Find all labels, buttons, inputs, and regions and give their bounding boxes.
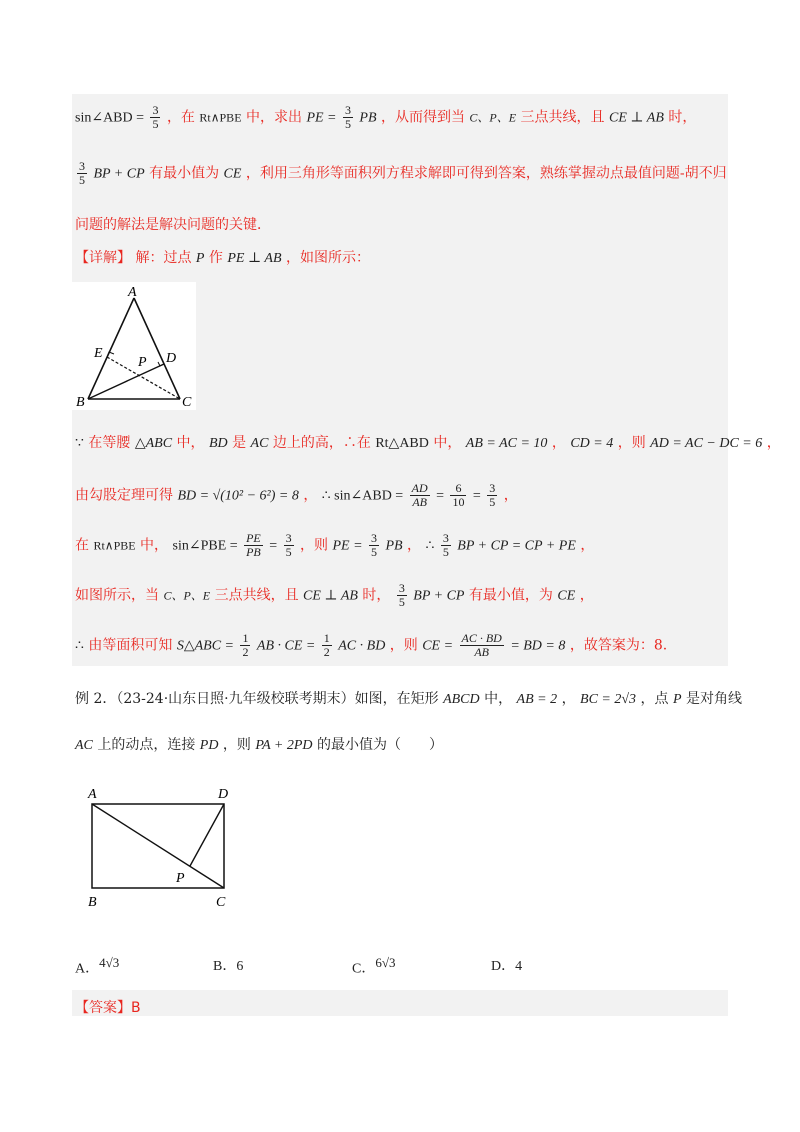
text: ，从而得到当: [380, 109, 465, 126]
fraction-denominator: AB: [412, 495, 427, 509]
option-value: 6: [236, 959, 244, 974]
math: PE =: [332, 538, 363, 554]
text: 中，: [433, 435, 462, 451]
label-p: P: [138, 355, 147, 370]
label-d: D: [166, 351, 177, 366]
answer-line: [75, 997, 141, 1017]
text: ，则: [617, 435, 646, 451]
math: P: [672, 692, 682, 707]
math: PB: [359, 110, 377, 126]
text: 的最小值为（ ）: [316, 737, 443, 753]
text: ，点: [640, 691, 669, 707]
text: 中，: [140, 537, 169, 554]
math: BP + CP = CP + PE: [457, 538, 576, 554]
fraction-numerator: 3: [489, 481, 496, 495]
fraction-numerator: 3: [285, 531, 292, 545]
text: ，: [579, 587, 594, 604]
math: △ABC: [134, 436, 173, 451]
math: CE: [223, 166, 242, 182]
text: 由勾股定理可得: [75, 487, 173, 504]
text: ，如图所示：: [285, 250, 370, 266]
text: ，: [503, 487, 518, 504]
text: 时，: [362, 587, 391, 604]
math: S△ABC =: [176, 638, 234, 654]
fraction-denominator: 10: [452, 495, 465, 509]
math: AB · CE =: [256, 638, 316, 654]
text: ，利用三角形等面积列方程求解即可得到答案，熟练掌握动点最值问题-胡不归: [245, 165, 727, 182]
fraction: [369, 532, 379, 559]
text: 有最小值，为: [468, 587, 553, 604]
text: ，则: [222, 737, 251, 753]
label-a: A: [88, 787, 97, 802]
solution-line-6: 由勾股定理可得 BD = √(10² − 6²) = 8 ， ∴ sin∠ABD = $\frac{AD}{AB}$ = $\frac{6}{10}$ = $\frac{3}{5}$ ，: [75, 481, 518, 509]
math: AB = AC = 10: [465, 436, 548, 451]
text: 在: [75, 537, 89, 554]
fraction: [487, 482, 497, 509]
math: = BD = 8: [510, 638, 566, 654]
option-letter: B．: [213, 959, 237, 974]
solution-line-8: [75, 582, 594, 609]
option-letter: A．: [75, 961, 100, 977]
fraction-numerator: AD: [411, 481, 428, 495]
fraction-denominator: PB: [246, 545, 261, 559]
example-line-2: [75, 734, 443, 754]
text: 时，: [668, 109, 697, 126]
text: ，则: [389, 637, 418, 654]
text: 中，: [484, 691, 513, 707]
option-letter: D．: [491, 959, 516, 974]
because-symbol: ∵: [75, 436, 84, 451]
text: 三点共线，且: [214, 587, 299, 604]
solution-line-2: [75, 160, 727, 187]
text: ，: [766, 435, 781, 451]
fraction: [441, 532, 451, 559]
fraction-numerator: AC · BD: [461, 631, 502, 645]
math: BC = 2√3: [580, 692, 637, 707]
math: CE ⊥ AB: [303, 588, 358, 604]
fraction: [240, 632, 250, 659]
option-value: 4: [515, 959, 523, 974]
label-b: B: [88, 895, 97, 910]
option-d[interactable]: [491, 955, 522, 975]
math: Rt∧PBE: [93, 538, 136, 553]
text: ，: [580, 537, 595, 554]
fraction-numerator: 3: [152, 103, 159, 117]
text: 是: [232, 435, 247, 451]
fraction: [322, 632, 332, 659]
answer-value: B: [131, 1000, 141, 1016]
text: 作: [208, 250, 223, 266]
option-a[interactable]: [75, 955, 119, 978]
text: ，: [407, 537, 422, 554]
math: ∴: [425, 538, 435, 554]
fraction-denominator: 5: [442, 545, 449, 559]
diagonal-ac: [92, 804, 224, 888]
label-a: A: [128, 285, 137, 300]
math: AC: [250, 436, 269, 451]
example-line-1: [75, 688, 742, 708]
math: AD = AC − DC = 6: [650, 436, 763, 451]
fraction-numerator: 3: [344, 103, 351, 117]
text: 解：过点: [135, 250, 192, 266]
math: CE ⊥ AB: [609, 110, 664, 126]
option-value: 6√3: [375, 955, 396, 970]
fraction-denominator: 5: [152, 117, 159, 131]
text: 如图所示，当: [75, 587, 159, 604]
fraction: [150, 104, 160, 131]
solution-line-1: [75, 104, 696, 131]
detail-line: [75, 247, 370, 267]
math: CE: [557, 588, 576, 604]
fraction-denominator: 5: [489, 495, 496, 509]
label-p: P: [176, 871, 185, 886]
solution-line-3: 问题的解法是解决问题的关键．: [75, 217, 271, 233]
label-c: C: [182, 395, 192, 410]
math: PB: [385, 538, 403, 554]
math: Rt△ABD: [375, 436, 429, 451]
fraction-denominator: 2: [323, 645, 330, 659]
answer-label: 【答案】: [75, 1000, 131, 1016]
fraction-denominator: 2: [242, 645, 249, 659]
math: ∴: [75, 638, 84, 654]
fraction: [460, 632, 504, 659]
math: BP + CP: [413, 588, 465, 604]
solution-line-5: [75, 432, 781, 452]
fraction: [397, 582, 407, 609]
fraction-denominator: 5: [79, 173, 85, 187]
rectangle-figure: [78, 780, 248, 912]
fraction: [450, 482, 466, 509]
text: ，故答案为：8.: [569, 637, 668, 654]
text: 有最小值为: [149, 165, 220, 182]
fraction: [343, 104, 353, 131]
fraction-numerator: 3: [398, 581, 405, 595]
sin-expression: sin∠ABD =: [75, 110, 145, 126]
math: AC: [75, 738, 93, 753]
label-b: B: [76, 395, 85, 410]
text: ，: [561, 691, 576, 707]
detail-label: 【详解】: [75, 250, 131, 266]
math: sin∠PBE =: [172, 538, 238, 554]
fraction: [77, 160, 87, 187]
math: CD = 4: [570, 436, 614, 451]
math: C、P、E: [469, 110, 517, 125]
text: 在等腰: [88, 435, 131, 451]
fraction-denominator: 5: [371, 545, 377, 559]
answer-background: [72, 990, 728, 1016]
label-e: E: [94, 346, 103, 361]
fraction: [410, 482, 430, 509]
text: 三点共线，且: [520, 109, 605, 126]
math: AC · BD: [338, 638, 386, 654]
fraction: [284, 532, 294, 559]
fraction-numerator: 3: [371, 531, 377, 545]
text: ，: [303, 487, 318, 504]
math: CE =: [422, 638, 454, 654]
fraction-numerator: 3: [442, 531, 449, 545]
fraction-numerator: PE: [246, 531, 261, 545]
math: PE ⊥ AB: [227, 251, 282, 266]
text: ，则: [300, 537, 329, 554]
fraction-denominator: 5: [285, 545, 292, 559]
math: PD: [199, 738, 219, 753]
fraction-denominator: 5: [398, 595, 405, 609]
math: P: [195, 251, 205, 266]
fraction-numerator: 3: [79, 159, 85, 173]
math: ∴ sin∠ABD =: [321, 488, 404, 504]
option-letter: C．: [352, 961, 376, 977]
text: 中，求出: [245, 109, 302, 126]
math: BD: [208, 436, 228, 451]
option-value: 4√3: [99, 955, 120, 970]
text: ，: [551, 435, 566, 451]
text: 上的动点，连接: [97, 737, 196, 753]
fraction-numerator: 1: [323, 631, 330, 645]
solution-line-7: 在 Rt∧PBE 中， sin∠PBE = $\frac{PE}{PB}$ = $\frac{3}{5}$ ，则 PE = $\frac{3}{5}$ PB ， ∴ $\frac{3}{5}$ BP + CP = CP + PE ，: [75, 531, 595, 559]
math: AB = 2: [516, 692, 558, 707]
fraction-numerator: 1: [242, 631, 249, 645]
label-d: D: [218, 787, 229, 802]
fraction: [244, 532, 263, 559]
triangle-figure: [72, 282, 196, 410]
fraction-numerator: 6: [450, 482, 466, 496]
math: PE =: [306, 110, 337, 126]
fraction-denominator: AB: [474, 645, 490, 659]
text: ，在: [166, 109, 195, 126]
math: PA + 2PD: [255, 738, 313, 753]
math: ABCD: [443, 692, 480, 707]
option-c[interactable]: [352, 955, 395, 978]
label-c: C: [216, 895, 226, 910]
figure-background: [72, 282, 196, 410]
solution-line-9: [75, 632, 667, 659]
option-b[interactable]: [213, 955, 243, 975]
math: BP + CP: [93, 166, 145, 182]
math: C、P、E: [163, 588, 211, 603]
segment-pd: [190, 804, 224, 866]
text: 边上的高，∴在: [272, 435, 371, 451]
text: 由等面积可知: [88, 637, 173, 654]
math: BD = √(10² − 6²) = 8: [177, 488, 299, 504]
text: 是对角线: [685, 691, 742, 707]
fraction-denominator: 5: [344, 117, 351, 131]
text: 例 2．（23-24·山东日照·九年级校联考期末）如图，在矩形: [75, 691, 439, 707]
text: 中，: [176, 435, 205, 451]
math: Rt∧PBE: [199, 110, 242, 125]
